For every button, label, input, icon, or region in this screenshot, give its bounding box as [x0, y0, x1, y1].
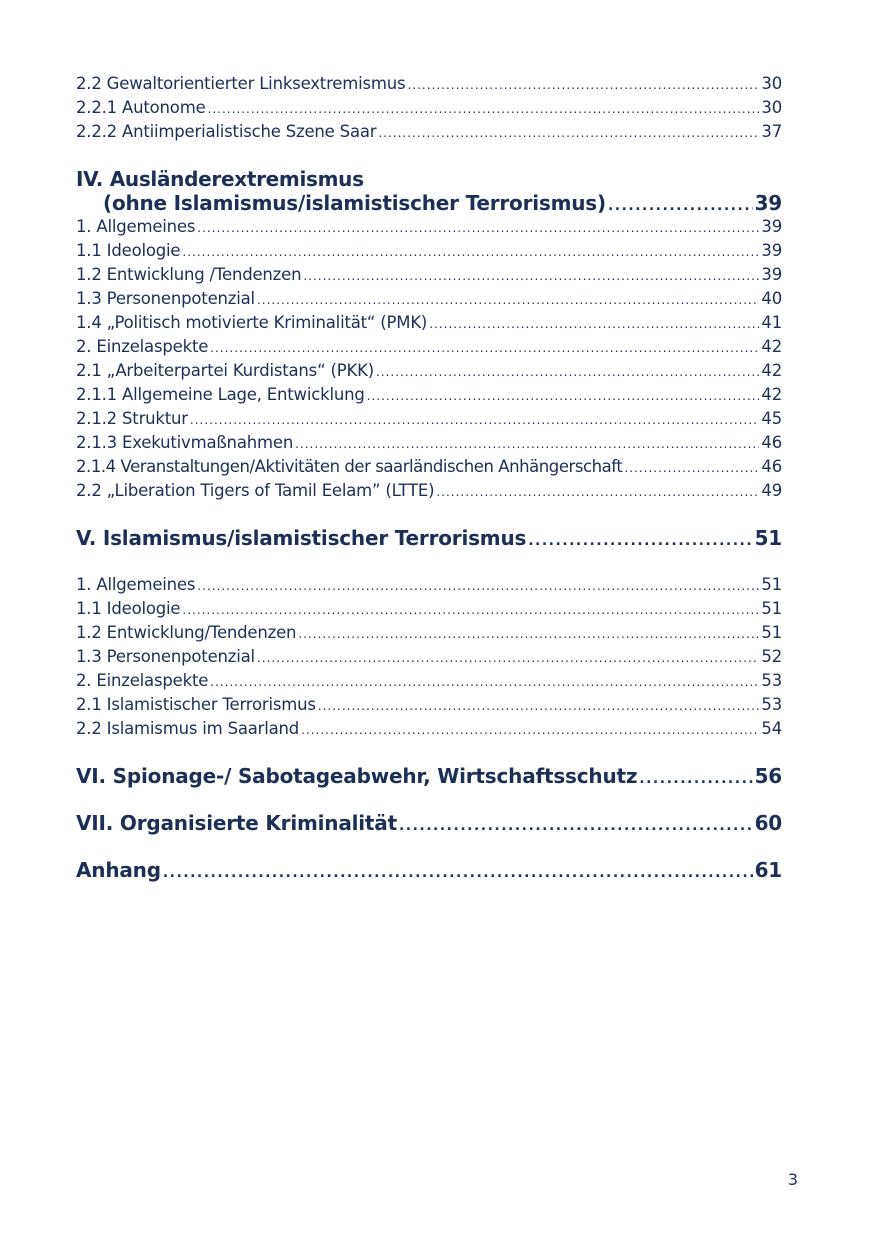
toc-entry[interactable] [76, 96, 782, 120]
section-heading-anhang[interactable] [76, 858, 782, 882]
dot-leader [163, 861, 753, 885]
dot-leader [190, 408, 760, 432]
dot-leader [399, 814, 753, 838]
toc-entry-title: 2.1.4 Veranstaltungen/Aktivitäten der saarländischen Anhängerschaft [76, 457, 623, 476]
section-heading-page: 51 [754, 526, 782, 550]
section-heading-title: Anhang [76, 858, 161, 882]
section-heading-vii[interactable] [76, 811, 782, 835]
page-number: 3 [787, 1170, 798, 1189]
toc-entry-page: 46 [761, 433, 782, 452]
toc-entry-title: 2.2.1 Autonome [76, 98, 206, 117]
toc-entry[interactable] [76, 120, 782, 144]
section-heading-vi[interactable] [76, 764, 782, 788]
toc-entry[interactable] [76, 717, 782, 741]
dot-leader [182, 240, 759, 264]
section-heading-line: IV. Ausländerextremismus [76, 167, 364, 191]
dot-leader [182, 598, 759, 622]
toc-entry-page: 39 [761, 265, 782, 284]
toc-entry-page: 42 [761, 337, 782, 356]
toc-entry[interactable] [76, 573, 782, 597]
toc-entry-page: 42 [761, 361, 782, 380]
dot-leader [429, 312, 759, 336]
toc-entry-title: 1.4 „Politisch motivierte Kriminalität“ (PMK) [76, 313, 428, 332]
toc-entry-title: 1.3 Personenpotenzial [76, 647, 255, 666]
section-heading-title: VI. Spionage-/ Sabotageabwehr, Wirtschaftsschutz [76, 764, 638, 788]
dot-leader [210, 336, 759, 360]
toc-entry-title: 2. Einzelaspekte [76, 671, 209, 690]
dot-leader [624, 456, 759, 480]
section-heading-title: V. Islamismus/islamistischer Terrorismus [76, 526, 527, 550]
toc-entry-page: 49 [761, 481, 782, 500]
toc-entry[interactable] [76, 407, 782, 431]
toc-entry-page: 37 [761, 122, 782, 141]
toc-entry[interactable] [76, 215, 782, 239]
section-heading-iv[interactable] [76, 167, 782, 215]
toc-entry-page: 40 [761, 289, 782, 308]
toc-entry-page: 30 [761, 98, 782, 117]
toc-entry[interactable] [76, 263, 782, 287]
dot-leader [210, 670, 759, 694]
dot-leader [376, 360, 759, 384]
dot-leader [197, 216, 759, 240]
table-of-contents [76, 72, 782, 882]
dot-leader [303, 264, 759, 288]
toc-entry-page: 53 [761, 671, 782, 690]
toc-entry-title: 2.2 Gewaltorientierter Linksextremismus [76, 74, 406, 93]
toc-entry-title: 2.1.1 Allgemeine Lage, Entwicklung [76, 385, 365, 404]
toc-entry[interactable] [76, 383, 782, 407]
toc-entry-page: 51 [761, 599, 782, 618]
dot-leader [295, 432, 759, 456]
toc-entry-page: 51 [761, 575, 782, 594]
dot-leader [257, 288, 759, 312]
toc-entry[interactable] [76, 359, 782, 383]
toc-entry[interactable] [76, 693, 782, 717]
toc-entry-title: 2.2 Islamismus im Saarland [76, 719, 300, 738]
toc-entry-title: 2. Einzelaspekte [76, 337, 209, 356]
dot-leader [197, 574, 759, 598]
toc-entry-page: 39 [761, 241, 782, 260]
dot-leader [318, 694, 760, 718]
toc-entry[interactable] [76, 597, 782, 621]
toc-entry-page: 45 [761, 409, 782, 428]
toc-entry-page: 52 [761, 647, 782, 666]
toc-entry-page: 46 [761, 457, 782, 476]
toc-entry-title: 1.2 Entwicklung /Tendenzen [76, 265, 302, 284]
toc-entry[interactable] [76, 455, 782, 479]
toc-entry-page: 54 [761, 719, 782, 738]
toc-entry-title: 2.2.2 Antiimperialistische Szene Saar [76, 122, 377, 141]
toc-entry-title: 1. Allgemeines [76, 575, 196, 594]
toc-entry-title: 2.1 „Arbeiterpartei Kurdistans“ (PKK) [76, 361, 374, 380]
dot-leader [608, 194, 753, 218]
toc-entry[interactable] [76, 287, 782, 311]
toc-entry[interactable] [76, 479, 782, 503]
dot-leader [639, 767, 752, 791]
toc-entry-page: 51 [761, 623, 782, 642]
toc-entry[interactable] [76, 645, 782, 669]
toc-entry-page: 53 [761, 695, 782, 714]
dot-leader [208, 97, 760, 121]
dot-leader [436, 480, 759, 504]
toc-entry-page: 41 [761, 313, 782, 332]
dot-leader [378, 121, 759, 145]
section-heading-line: (ohne Islamismus/islamistischer Terrorismus) [103, 191, 606, 215]
toc-entry-title: 1.1 Ideologie [76, 241, 181, 260]
dot-leader [528, 529, 752, 553]
dot-leader [407, 73, 759, 97]
toc-entry[interactable] [76, 72, 782, 96]
section-heading-page: 60 [754, 811, 782, 835]
section-heading-v[interactable] [76, 526, 782, 550]
section-heading-title: VII. Organisierte Kriminalität [76, 811, 397, 835]
toc-entry-title: 2.1.2 Struktur [76, 409, 188, 428]
dot-leader [298, 622, 759, 646]
dot-leader [301, 718, 759, 742]
toc-entry-page: 39 [761, 217, 782, 236]
toc-entry[interactable] [76, 431, 782, 455]
section-heading-page: 56 [754, 764, 782, 788]
toc-entry[interactable] [76, 621, 782, 645]
toc-entry-title: 1.2 Entwicklung/Tendenzen [76, 623, 297, 642]
toc-entry-title: 2.1 Islamistischer Terrorismus [76, 695, 316, 714]
toc-entry-title: 2.2 „Liberation Tigers of Tamil Eelam” (LTTE) [76, 481, 435, 500]
toc-entry-page: 30 [761, 74, 782, 93]
toc-entry[interactable] [76, 669, 782, 693]
toc-entry-title: 1.3 Personenpotenzial [76, 289, 255, 308]
toc-entry[interactable] [76, 239, 782, 263]
toc-entry-title: 2.1.3 Exekutivmaßnahmen [76, 433, 294, 452]
section-heading-page: 39 [754, 191, 782, 215]
toc-entry-title: 1.1 Ideologie [76, 599, 181, 618]
dot-leader [367, 384, 760, 408]
dot-leader [257, 646, 759, 670]
toc-entry-page: 42 [761, 385, 782, 404]
section-heading-page: 61 [754, 858, 782, 882]
toc-entry[interactable] [76, 311, 782, 335]
toc-entry[interactable] [76, 335, 782, 359]
toc-entry-title: 1. Allgemeines [76, 217, 196, 236]
